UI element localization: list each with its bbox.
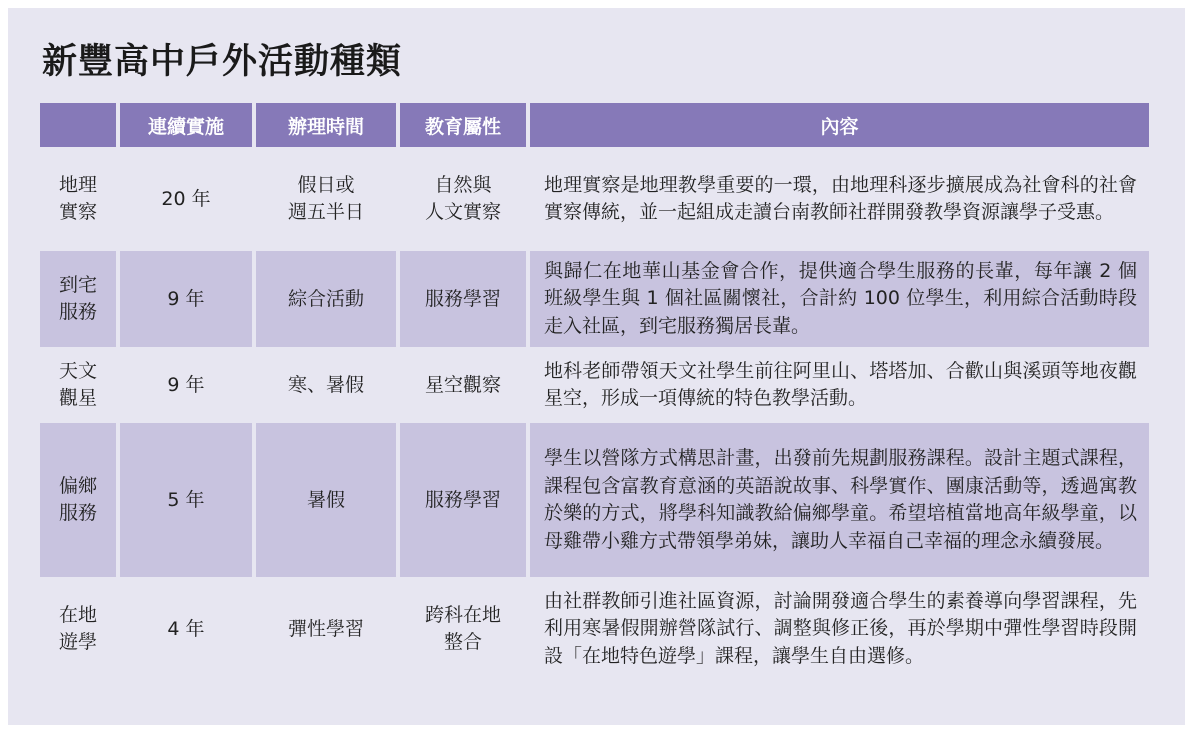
activities-table [36,99,1153,681]
content-cell: 由社群教師引進社區資源，討論開發適合學生的素養導向學習課程，先利用寒暑假開辦營隊試行、調整與修正後，再於學期中彈性學習時段開設「在地特色遊學」課程，讓學生自由選修。 [530,581,1149,677]
header-attribute: 教育屬性 [400,103,526,147]
timing-cell: 假日或 週五半日 [256,151,396,247]
table-row [40,423,1149,577]
timing-cell: 暑假 [256,423,396,577]
table-row [40,251,1149,347]
years-cell: 20 年 [120,151,252,247]
table-header-row [40,103,1149,147]
activity-name: 地理 實察 [40,151,116,247]
attribute-cell: 跨科在地 整合 [400,581,526,677]
content-cell: 學生以營隊方式構思計畫，出發前先規劃服務課程。設計主題式課程，課程包含富教育意涵的英語說故事、科學實作、團康活動等，透過寓教於樂的方式，將學科知識教給偏鄉學童。希望培植當地高年級學童，以母雞帶小雞方式帶領學弟妹，讓助人幸福自己幸福的理念永續發展。 [530,423,1149,577]
years-cell: 5 年 [120,423,252,577]
activity-name: 天文 觀星 [40,351,116,419]
activity-name: 偏鄉 服務 [40,423,116,577]
header-years: 連續實施 [120,103,252,147]
header-timing: 辦理時間 [256,103,396,147]
attribute-cell: 星空觀察 [400,351,526,419]
header-activity [40,103,116,147]
years-cell: 4 年 [120,581,252,677]
attribute-cell: 服務學習 [400,423,526,577]
timing-cell: 綜合活動 [256,251,396,347]
years-cell: 9 年 [120,351,252,419]
years-cell: 9 年 [120,251,252,347]
attribute-cell: 自然與 人文實察 [400,151,526,247]
timing-cell: 彈性學習 [256,581,396,677]
content-cell: 與歸仁在地華山基金會合作，提供適合學生服務的長輩，每年讓 2 個班級學生與 1 個社區關懷社，合計約 100 位學生，利用綜合活動時段走入社區，到宅服務獨居長輩。 [530,251,1149,347]
table-row [40,151,1149,247]
table-row [40,351,1149,419]
table-row [40,581,1149,677]
activity-name: 在地 遊學 [40,581,116,677]
activity-name: 到宅 服務 [40,251,116,347]
content-cell: 地理實察是地理教學重要的一環，由地理科逐步擴展成為社會科的社會實察傳統，並一起組成走讀台南教師社群開發教學資源讓學子受惠。 [530,151,1149,247]
attribute-cell: 服務學習 [400,251,526,347]
timing-cell: 寒、暑假 [256,351,396,419]
page-title: 新豐高中戶外活動種類 [42,42,403,82]
content-cell: 地科老師帶領天文社學生前往阿里山、塔塔加、合歡山與溪頭等地夜觀星空，形成一項傳統的特色教學活動。 [530,351,1149,419]
header-content: 內容 [530,103,1149,147]
